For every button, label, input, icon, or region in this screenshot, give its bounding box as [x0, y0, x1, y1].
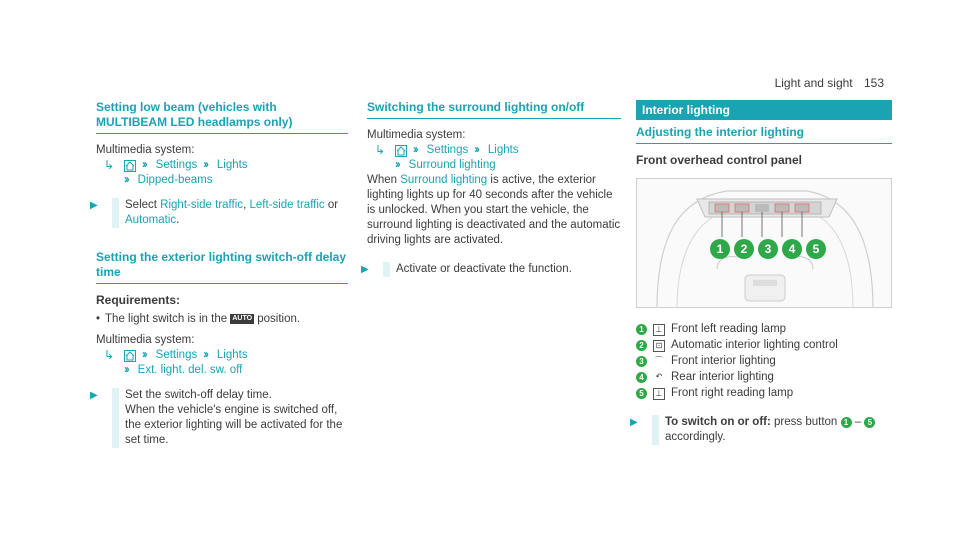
column-3: [630, 100, 892, 445]
description-text: is active, the exterior lighting lights up for 40 seconds after the vehicle is unlocked. When you start the vehicle, the surround lighting is deactivated and the automatic driving lights are activated.: [367, 174, 621, 246]
menu-lights[interactable]: Lights: [216, 349, 248, 361]
bullet: •: [96, 313, 101, 325]
column-1: [90, 100, 348, 448]
requirements-heading: Requirements:: [96, 293, 181, 307]
menu-path: [96, 348, 348, 378]
action-text: Set the switch-off delay time.: [125, 389, 272, 401]
menu-lights[interactable]: Lights: [216, 159, 248, 171]
callout-badge: 1: [841, 417, 852, 428]
front-interior-icon: ⌒: [655, 355, 663, 365]
callout-badge: 1: [636, 324, 647, 335]
home-icon: [124, 160, 136, 172]
reading-lamp-icon: ⊥: [653, 324, 665, 336]
system-label: Multimedia system:: [367, 129, 466, 141]
chevron-icon: ››: [474, 144, 478, 156]
callout-badge: 3: [636, 356, 647, 367]
menu-ext-light-delay[interactable]: Ext. light. del. sw. off: [137, 364, 243, 376]
surround-lighting-link[interactable]: Surround lighting: [400, 174, 488, 186]
select-action: [90, 198, 348, 228]
overhead-panel-figure: [636, 178, 892, 308]
or-label: or: [327, 199, 339, 211]
legend-row: [636, 322, 892, 337]
legend-text: Automatic interior lighting control: [671, 339, 838, 351]
legend-row: [636, 338, 892, 353]
separator: ,: [243, 199, 247, 211]
enter-arrow-icon: ↳: [104, 348, 115, 362]
option-automatic[interactable]: Automatic: [125, 214, 177, 226]
action-triangle-icon: ▶: [90, 390, 98, 401]
page-number: 153: [863, 76, 884, 90]
legend-text: Front right reading lamp: [671, 387, 794, 399]
chevron-icon: ››: [124, 364, 128, 376]
legend-text: Front interior lighting: [671, 355, 776, 367]
action-triangle-icon: ▶: [90, 200, 98, 211]
legend-row: [636, 370, 892, 385]
dash: –: [854, 416, 862, 428]
period: .: [176, 214, 180, 226]
menu-path: [367, 143, 621, 173]
chevron-icon: ››: [395, 159, 399, 171]
switch-off-delay-heading: Setting the exterior lighting switch-off delay time: [96, 250, 348, 284]
action-triangle-icon: ▶: [630, 417, 638, 428]
action-note: When the vehicle's engine is switched off, the exterior lighting will be activated for the set time.: [125, 404, 343, 446]
requirement-text: The light switch is in the: [105, 313, 228, 325]
surround-description: [367, 173, 621, 248]
legend-text: Front left reading lamp: [671, 323, 787, 335]
callout-3: 3: [758, 239, 778, 259]
enter-arrow-icon: ↳: [375, 143, 386, 157]
legend: [636, 322, 892, 401]
legend-row: [636, 386, 892, 401]
action-triangle-icon: ▶: [361, 264, 369, 275]
action-text: Activate or deactivate the function.: [396, 263, 572, 275]
activate-action: [361, 262, 621, 277]
callout-1: 1: [710, 239, 730, 259]
callout-5: 5: [806, 239, 826, 259]
page-header: [775, 76, 884, 90]
surround-lighting-heading: Switching the surround lighting on/off: [367, 100, 621, 119]
enter-arrow-icon: ↳: [104, 158, 115, 172]
section-title: Light and sight: [774, 76, 853, 90]
callout-badge: 4: [636, 372, 647, 383]
reading-lamp-icon: ⊥: [653, 388, 665, 400]
switch-action: [630, 415, 892, 445]
callout-badge: 2: [636, 340, 647, 351]
system-label: Multimedia system:: [96, 144, 195, 156]
adjusting-interior-heading: Adjusting the interior lighting: [636, 125, 892, 144]
callout-2: 2: [734, 239, 754, 259]
menu-lights[interactable]: Lights: [487, 144, 519, 156]
chevron-icon: ››: [203, 159, 207, 171]
column-2: [361, 100, 621, 277]
when-label: When: [367, 174, 398, 186]
home-icon: [124, 350, 136, 362]
home-icon: [395, 145, 407, 157]
menu-settings[interactable]: Settings: [155, 159, 198, 171]
chevron-icon: ››: [142, 159, 146, 171]
requirement-text-end: position.: [257, 313, 301, 325]
low-beam-heading: Setting low beam (vehicles with MULTIBEAM LED headlamps only): [96, 100, 348, 134]
front-panel-subheading: Front overhead control panel: [636, 153, 803, 167]
system-label: Multimedia system:: [96, 334, 195, 346]
menu-dipped-beams[interactable]: Dipped-beams: [137, 174, 213, 186]
menu-path: [96, 158, 348, 188]
option-right-side-traffic[interactable]: Right-side traffic: [160, 199, 244, 211]
callout-4: 4: [782, 239, 802, 259]
option-left-side-traffic[interactable]: Left-side traffic: [249, 199, 325, 211]
menu-settings[interactable]: Settings: [155, 349, 198, 361]
auto-interior-icon: ⊡: [653, 340, 665, 352]
select-label: Select: [125, 199, 157, 211]
chevron-icon: ››: [413, 144, 417, 156]
menu-settings[interactable]: Settings: [426, 144, 469, 156]
legend-text: Rear interior lighting: [671, 371, 774, 383]
auto-light-icon: AUTO: [232, 314, 253, 322]
chevron-icon: ››: [142, 349, 146, 361]
switch-text: press button: [774, 416, 838, 428]
rear-interior-icon: ↶: [655, 371, 663, 381]
switch-text-end: accordingly.: [665, 431, 726, 443]
interior-lighting-band: Interior lighting: [636, 100, 892, 120]
set-delay-action: [90, 388, 348, 448]
chevron-icon: ››: [124, 174, 128, 186]
chevron-icon: ››: [203, 349, 207, 361]
requirement-item: [96, 312, 348, 327]
switch-heading: To switch on or off:: [665, 416, 771, 428]
callout-row: [710, 239, 826, 259]
menu-surround-lighting[interactable]: Surround lighting: [408, 159, 496, 171]
legend-row: [636, 354, 892, 369]
callout-badge: 5: [636, 388, 647, 399]
callout-badge: 5: [864, 417, 875, 428]
